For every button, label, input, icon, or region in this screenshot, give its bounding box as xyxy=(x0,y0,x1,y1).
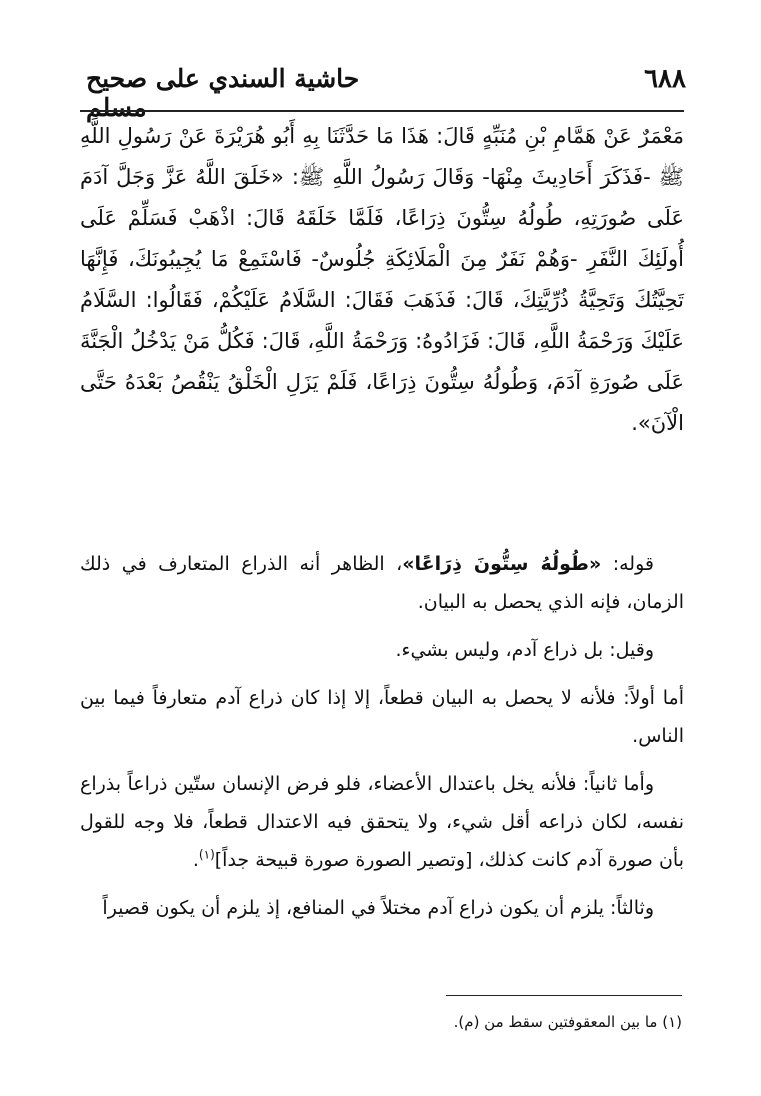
hadith-text: مَعْمَرٌ عَنْ هَمَّامِ بْنِ مُنَبِّهٍ قَالَ: هَذَا مَا حَدَّثَنَا بِهِ أَبُو هُرَيْرَةَ عَنْ رَسُولِ اللَّهِ ﷺ -فَذَكَرَ أَحَادِيثَ مِنْهَا- وَقَالَ رَسُولُ اللَّهِ ﷺ: «خَلَقَ اللَّهُ عَزَّ وَجَلَّ آدَمَ عَلَى صُورَتِهِ، طُولُهُ سِتُّونَ ذِرَاعًا، فَلَمَّا خَلَقَهُ قَالَ: اذْهَبْ فَسَلِّمْ عَلَى أُولَئِكَ النَّفَرِ -وَهُمْ نَفَرٌ مِنَ الْمَلَائِكَةِ جُلُوسٌ- فَاسْتَمِعْ مَا يُجِيبُونَكَ، فَإِنَّهَا تَحِيَّتُكَ وَتَحِيَّةُ ذُرِّيَّتِكَ، قَالَ: فَذَهَبَ فَقَالَ: السَّلَامُ عَلَيْكُمْ، فَقَالُوا: السَّلَامُ عَلَيْكَ وَرَحْمَةُ اللَّهِ، قَالَ: فَزَادُوهُ: وَرَحْمَةُ اللَّهِ، قَالَ: فَكُلُّ مَنْ يَدْخُلُ الْجَنَّةَ عَلَى صُورَةِ آدَمَ، وَطُولُهُ سِتُّونَ ذِرَاعًا، فَلَمْ يَزَلِ الْخَلْقُ يَنْقُصُ بَعْدَهُ حَتَّى الْآنَ». xyxy=(80,124,684,435)
footnote: (١) ما بين المعقوفتين سقط من (م). xyxy=(453,1013,682,1031)
commentary-paragraph-1 xyxy=(80,545,684,621)
footnote-rule xyxy=(446,995,682,996)
commentary-text: ، الظاهر أنه الذراع المتعارف في ذلك الزمان، فإنه الذي يحصل به البيان. xyxy=(80,553,684,613)
commentary xyxy=(80,545,684,937)
footnote-marker[interactable]: (١) xyxy=(198,847,215,862)
commentary-paragraph-2: وقيل: بل ذراع آدم، وليس بشيء. xyxy=(395,639,654,661)
commentary-text-end: . xyxy=(192,849,199,871)
page-number: ٦٨٨ xyxy=(644,64,686,94)
commentary-prefix: قوله: xyxy=(601,553,654,575)
quoted-phrase: «طُولُهُ سِتُّونَ ذِرَاعًا» xyxy=(402,553,602,575)
commentary-paragraph-3: أما أولاً: فلأنه لا يحصل به البيان قطعاً، إلا إذا كان ذراع آدم متعارفاً فيما بين الناس. xyxy=(80,687,684,747)
running-title: حاشية السندي على صحيح مسلم xyxy=(86,64,360,122)
commentary-paragraph-4 xyxy=(80,765,684,879)
header-rule xyxy=(80,110,684,112)
commentary-text: وأما ثانياً: فلأنه يخل باعتدال الأعضاء، فلو فرض الإنسان ستّين ذراعاً بذراع نفسه، لكان ذراعه أقل شيء، ولا يتحقق فيه الاعتدال قطعاً، فلا وجه للقول بأن صورة آدم كانت كذلك، [وتصير الصورة صورة قبيحة جداً] xyxy=(80,773,684,871)
commentary-paragraph-5: وثالثاً: يلزم أن يكون ذراع آدم مختلاً في المنافع، إذ يلزم أن يكون قصيراً xyxy=(102,897,654,919)
